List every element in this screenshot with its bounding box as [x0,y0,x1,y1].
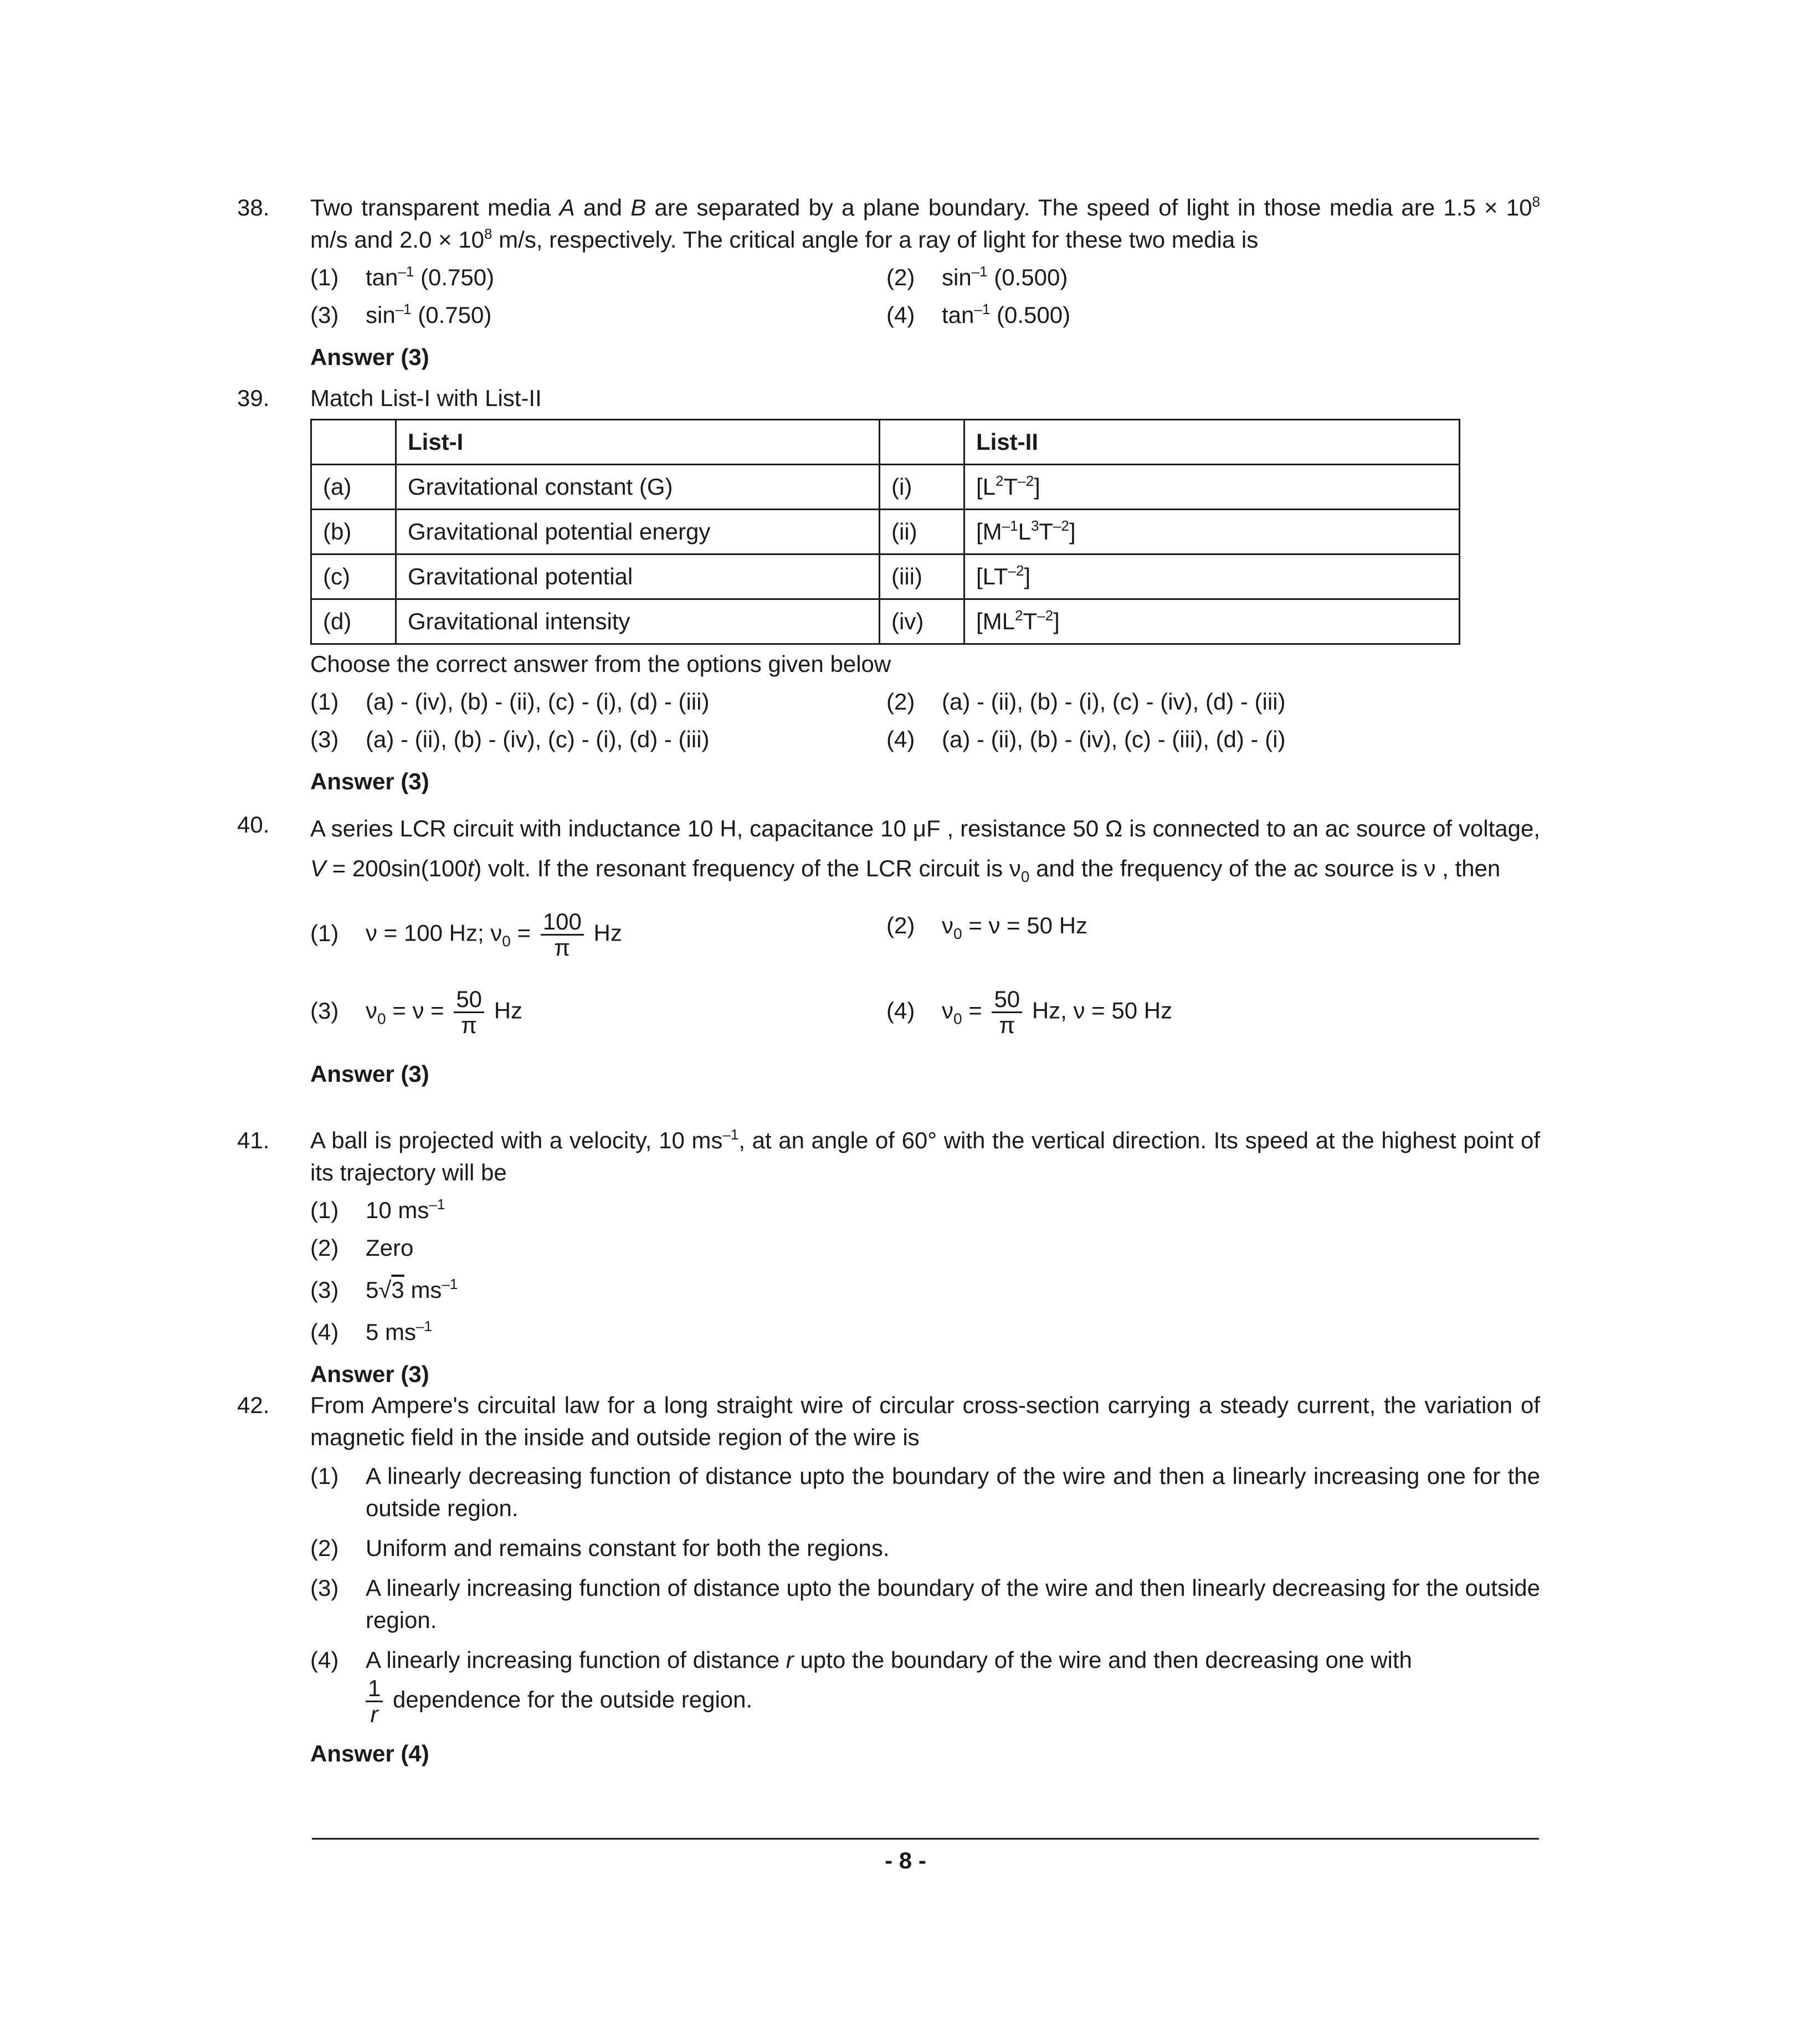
question-number: 38. [237,194,270,220]
fraction: $\frac{100}{\pi}$ [541,910,584,960]
option-4: (4) A linearly increasing function of distance r upto the boundary of the wire and then decreasing one with $\frac{1}{r}$ dependence for the outside region. [310,1647,1412,1727]
option-2: (2) $\nu_0 = \nu = 50$ Hz [886,912,1088,942]
option-1: (1) (a) - (iv), (b) - (ii), (c) - (i), (d) - (iii) [310,689,710,715]
option-2: (2) Zero [310,1235,414,1261]
answer: Answer (4) [310,1740,429,1766]
option-2: (2) Uniform and remains constant for both the regions. [310,1535,890,1561]
question-stem: Match List-I with List-II [310,385,542,411]
option-2: (2) (a) - (ii), (b) - (i), (c) - (iv), (d) - (iii) [886,689,1286,715]
table-cell [311,420,396,465]
table-row [311,465,1460,510]
table-header-row [311,420,1460,465]
option-1: (1) $\tan^{-1} (0.750)$ [310,263,495,290]
option-1: (1) 10 $ms^{-1}$ [310,1196,445,1223]
option-1: (1) ν = 100 Hz; $\nu_0$ = $\frac{100}{\pi}$ Hz [310,908,622,961]
table-cell: (d) [311,599,396,644]
question-number: 41. [237,1127,270,1153]
match-table [310,419,1460,645]
option-4: (4) 5 $ms^{-1}$ [310,1318,432,1345]
options-row [310,686,1540,723]
table-header-list-2: List-II [965,420,1460,465]
option-3: (3) (a) - (ii), (b) - (iv), (c) - (i), (d) - (iii) [310,726,710,752]
options-row [310,898,1540,976]
fraction: $\frac{50}{\pi}$ [992,987,1022,1038]
options-row [310,976,1540,1054]
table-cell: $[L^2T^{-2}]$ [965,465,1460,510]
table-cell: (b) [311,510,396,554]
question-42 [237,1389,1540,1770]
table-cell: Gravitational constant (G) [396,465,880,510]
question-number: 39. [237,385,270,411]
fraction: $\frac{1}{r}$ [366,1676,383,1727]
option-3: (3) A linearly increasing function of distance upto the boundary of the wire and then linearly decreasing for the outside region. [310,1575,1540,1633]
table-cell: Gravitational potential energy [396,510,880,554]
table-row [311,599,1460,644]
option-3: (3) $\nu_0 = \nu$ = $\frac{50}{\pi}$ Hz [310,986,523,1038]
question-38 [237,192,1540,373]
question-number: 42. [237,1392,270,1418]
options-row [310,261,1540,299]
table-row [311,510,1460,554]
table-cell: (i) [880,465,965,510]
option-3: (3) 5√3 $ms^{-1}$ [310,1276,458,1303]
question-stem: Two transparent media A and B are separated by a plane boundary. The speed of light in those media are $1.5 \times 10^8$ m/s and $2.0 \times 10^8$ m/s, respectively. The critical angle for a ray of light for these two media is [310,193,1540,253]
question-41 [237,1124,1541,1390]
table-header-list-1: List-I [396,420,880,465]
option-4: (4) $\tan^{-1} (0.500)$ [886,301,1071,328]
question-stem: A ball is projected with a velocity, 10 $ms^{-1}$, at an angle of 60° with the vertical direction. Its speed at the highest point of its trajectory will be [310,1126,1541,1185]
table-cell: (iii) [880,554,965,599]
question-40 [237,809,1540,1090]
option-4: (4) (a) - (ii), (b) - (iv), (c) - (iii), (d) - (i) [886,726,1286,752]
option-3: (3) $\sin^{-1} (0.750)$ [310,301,492,328]
answer: Answer (3) [310,768,429,794]
option-4: (4) $\nu_0$ = $\frac{50}{\pi}$ Hz, ν = 50 Hz [886,986,1173,1038]
table-cell: Gravitational intensity [396,599,880,644]
instruction-text: Choose the correct answer from the options given below [310,651,891,677]
fraction: $\frac{50}{\pi}$ [454,987,484,1038]
footer-divider [312,1838,1539,1840]
table-cell: $[LT^{-2}]$ [965,554,1460,599]
question-stem: From Ampere's circuital law for a long straight wire of circular cross-section carrying a steady current, the variation of magnetic field in the inside and outside region of the wire is [310,1392,1540,1450]
options-row [310,299,1540,337]
table-cell: $[ML^2T^{-2}]$ [965,599,1460,644]
answer: Answer (3) [310,1061,429,1087]
table-cell: (ii) [880,510,965,554]
table-cell: (iv) [880,599,965,644]
answer: Answer (3) [310,1361,429,1387]
table-cell: $[M^{-1}L^3T^{-2}]$ [965,510,1460,554]
answer: Answer (3) [310,344,429,370]
table-cell: Gravitational potential [396,554,880,599]
table-row [311,554,1460,599]
page-number: - 8 - [885,1847,926,1873]
option-2: (2) $\sin^{-1} (0.500)$ [886,263,1068,290]
question-stem: A series LCR circuit with inductance 10 H, capacitance 10 μF , resistance 50 Ω is connected to an ac source of voltage, V = 200sin(100t) volt. If the resonant frequency of the LCR circuit is $\nu_0$ and the frequency of the ac source is ν , then [310,815,1540,885]
table-cell [880,420,965,465]
table-cell: (c) [311,554,396,599]
question-39 [237,382,1540,798]
option-1: (1) A linearly decreasing function of distance upto the boundary of the wire and then a linearly increasing one for the outside region. [310,1463,1540,1521]
question-number: 40. [237,812,270,838]
table-cell: (a) [311,465,396,510]
options-row [310,723,1540,761]
